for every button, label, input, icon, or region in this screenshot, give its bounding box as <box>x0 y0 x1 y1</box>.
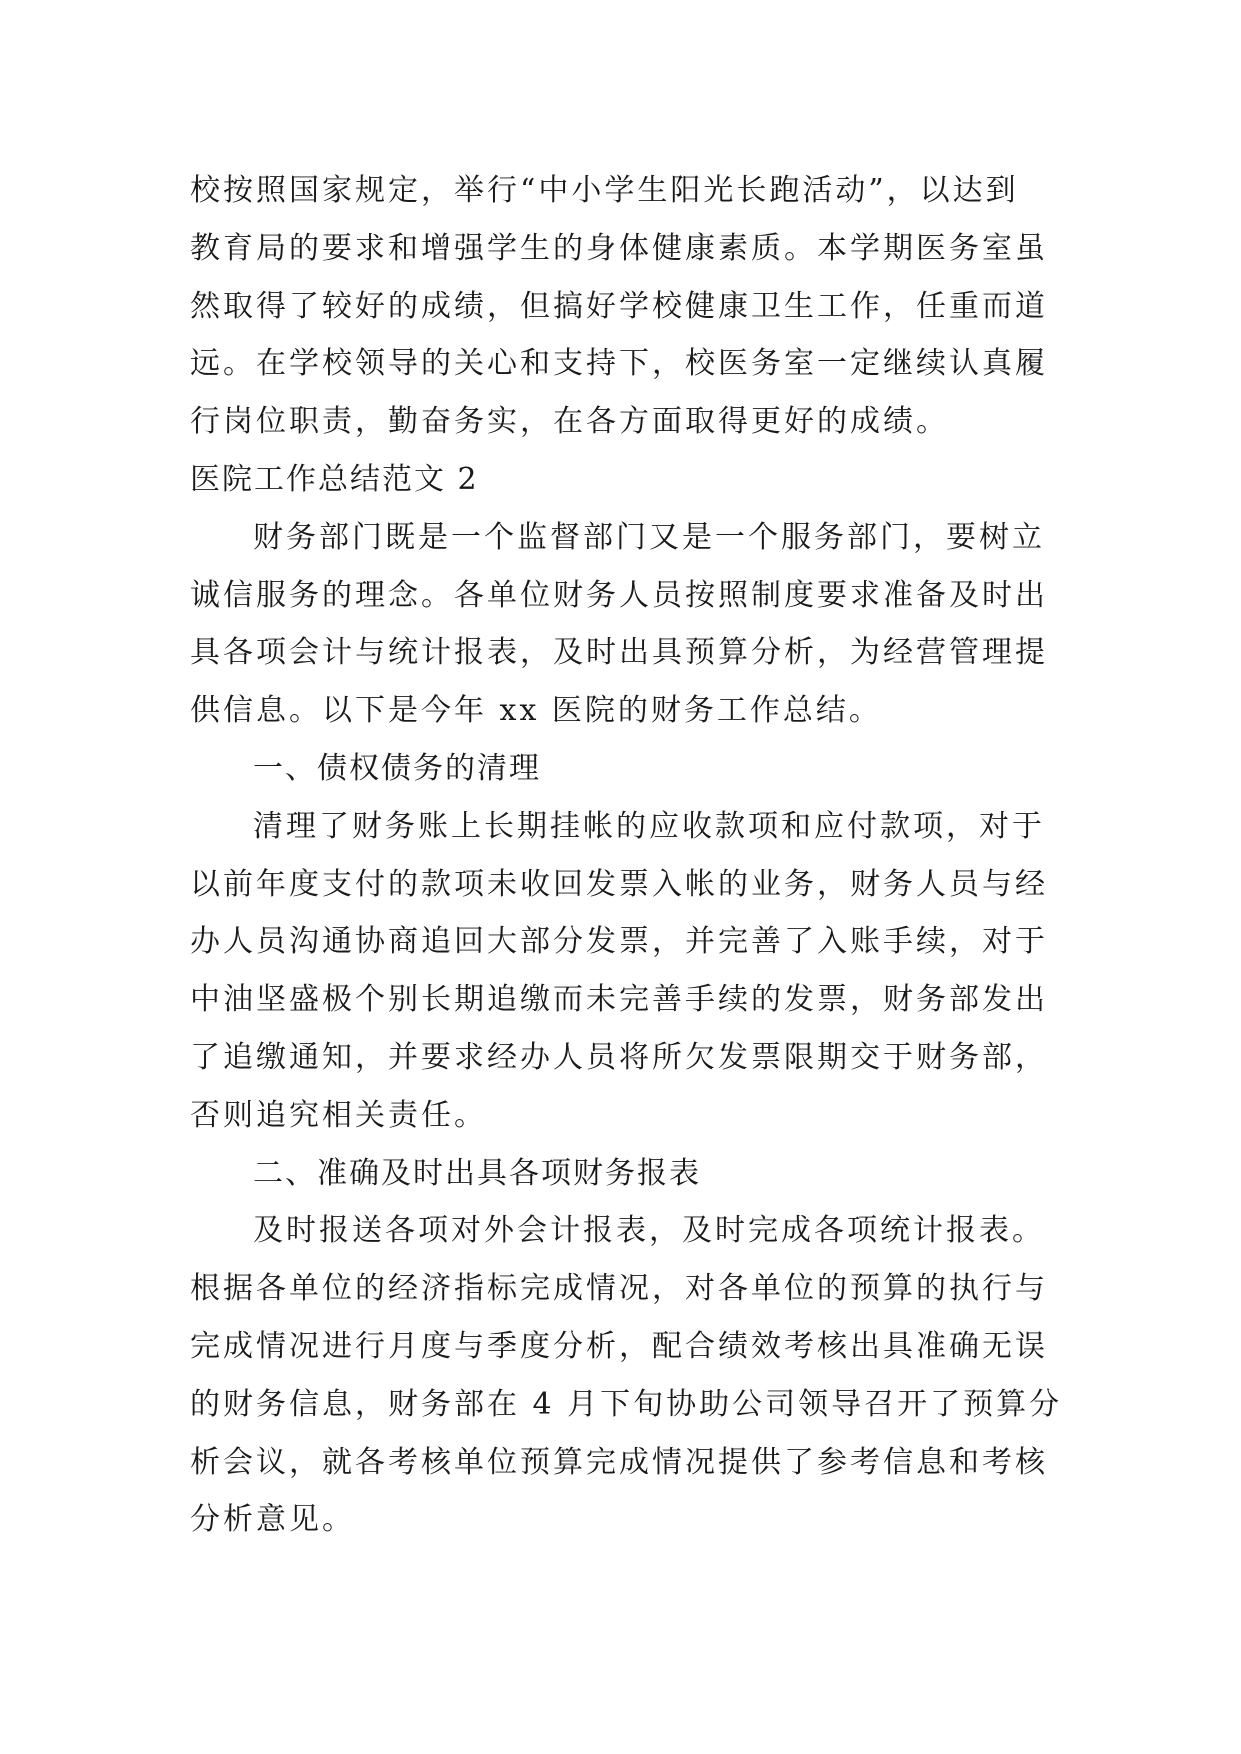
text-line: 否则追究相关责任。 <box>190 1097 487 1133</box>
section-heading-1: 一、债权债务的清理 <box>253 750 541 786</box>
text-line: 诚信服务的理念。各单位财务人员按照制度要求准备及时出 <box>190 577 1048 613</box>
text-line: 的财务信息，财务部在 4 月下旬协助公司领导召开了预算分 <box>190 1386 1063 1422</box>
text-line: 校按照国家规定，举行“中小学生阳光长跑活动”，以达到 <box>190 173 1019 208</box>
part2-paragraph <box>190 1202 1070 1549</box>
intro-paragraph <box>190 509 1070 740</box>
text-line: 财务部门既是一个监督部门又是一个服务部门，要树立 <box>253 519 1045 555</box>
document-title: 医院工作总结范文 2 <box>190 461 479 497</box>
text-line: 办人员沟通协商追回大部分发票，并完善了入账手续，对于 <box>190 924 1048 960</box>
text-line: 析会议，就各考核单位预算完成情况提供了参考信息和考核 <box>190 1444 1048 1480</box>
text-line: 清理了财务账上长期挂帐的应收款项和应付款项，对于 <box>253 808 1045 844</box>
section1-paragraph <box>190 162 1070 451</box>
text-line: 完成情况进行月度与季度分析，配合绩效考核出具准确无误 <box>190 1328 1048 1364</box>
text-line: 根据各单位的经济指标完成情况，对各单位的预算的执行与 <box>190 1271 1048 1307</box>
text-line: 行岗位职责，勤奋务实，在各方面取得更好的成绩。 <box>190 404 949 440</box>
text-line: 分析意见。 <box>190 1502 355 1538</box>
text-line: 以前年度支付的款项未收回发票入帐的业务，财务人员与经 <box>190 866 1048 902</box>
text-line: 供信息。以下是今年 xx 医院的财务工作总结。 <box>190 693 882 729</box>
text-line: 教育局的要求和增强学生的身体健康素质。本学期医务室虽 <box>190 230 1048 266</box>
text-line: 及时报送各项对外会计报表，及时完成各项统计报表。 <box>253 1213 1045 1249</box>
text-line: 远。在学校领导的关心和支持下，校医务室一定继续认真履 <box>190 346 1048 382</box>
text-line: 了追缴通知，并要求经办人员将所欠发票限期交于财务部， <box>190 1039 1048 1075</box>
text-line: 具各项会计与统计报表，及时出具预算分析，为经营管理提 <box>190 635 1048 671</box>
text-line: 然取得了较好的成绩，但搞好学校健康卫生工作，任重而道 <box>190 288 1048 324</box>
text-line: 中油坚盛极个别长期追缴而未完善手续的发票，财务部发出 <box>190 982 1048 1018</box>
part1-paragraph <box>190 798 1070 1145</box>
document-body <box>190 162 1070 1549</box>
section-heading-2: 二、准确及时出具各项财务报表 <box>253 1155 701 1191</box>
